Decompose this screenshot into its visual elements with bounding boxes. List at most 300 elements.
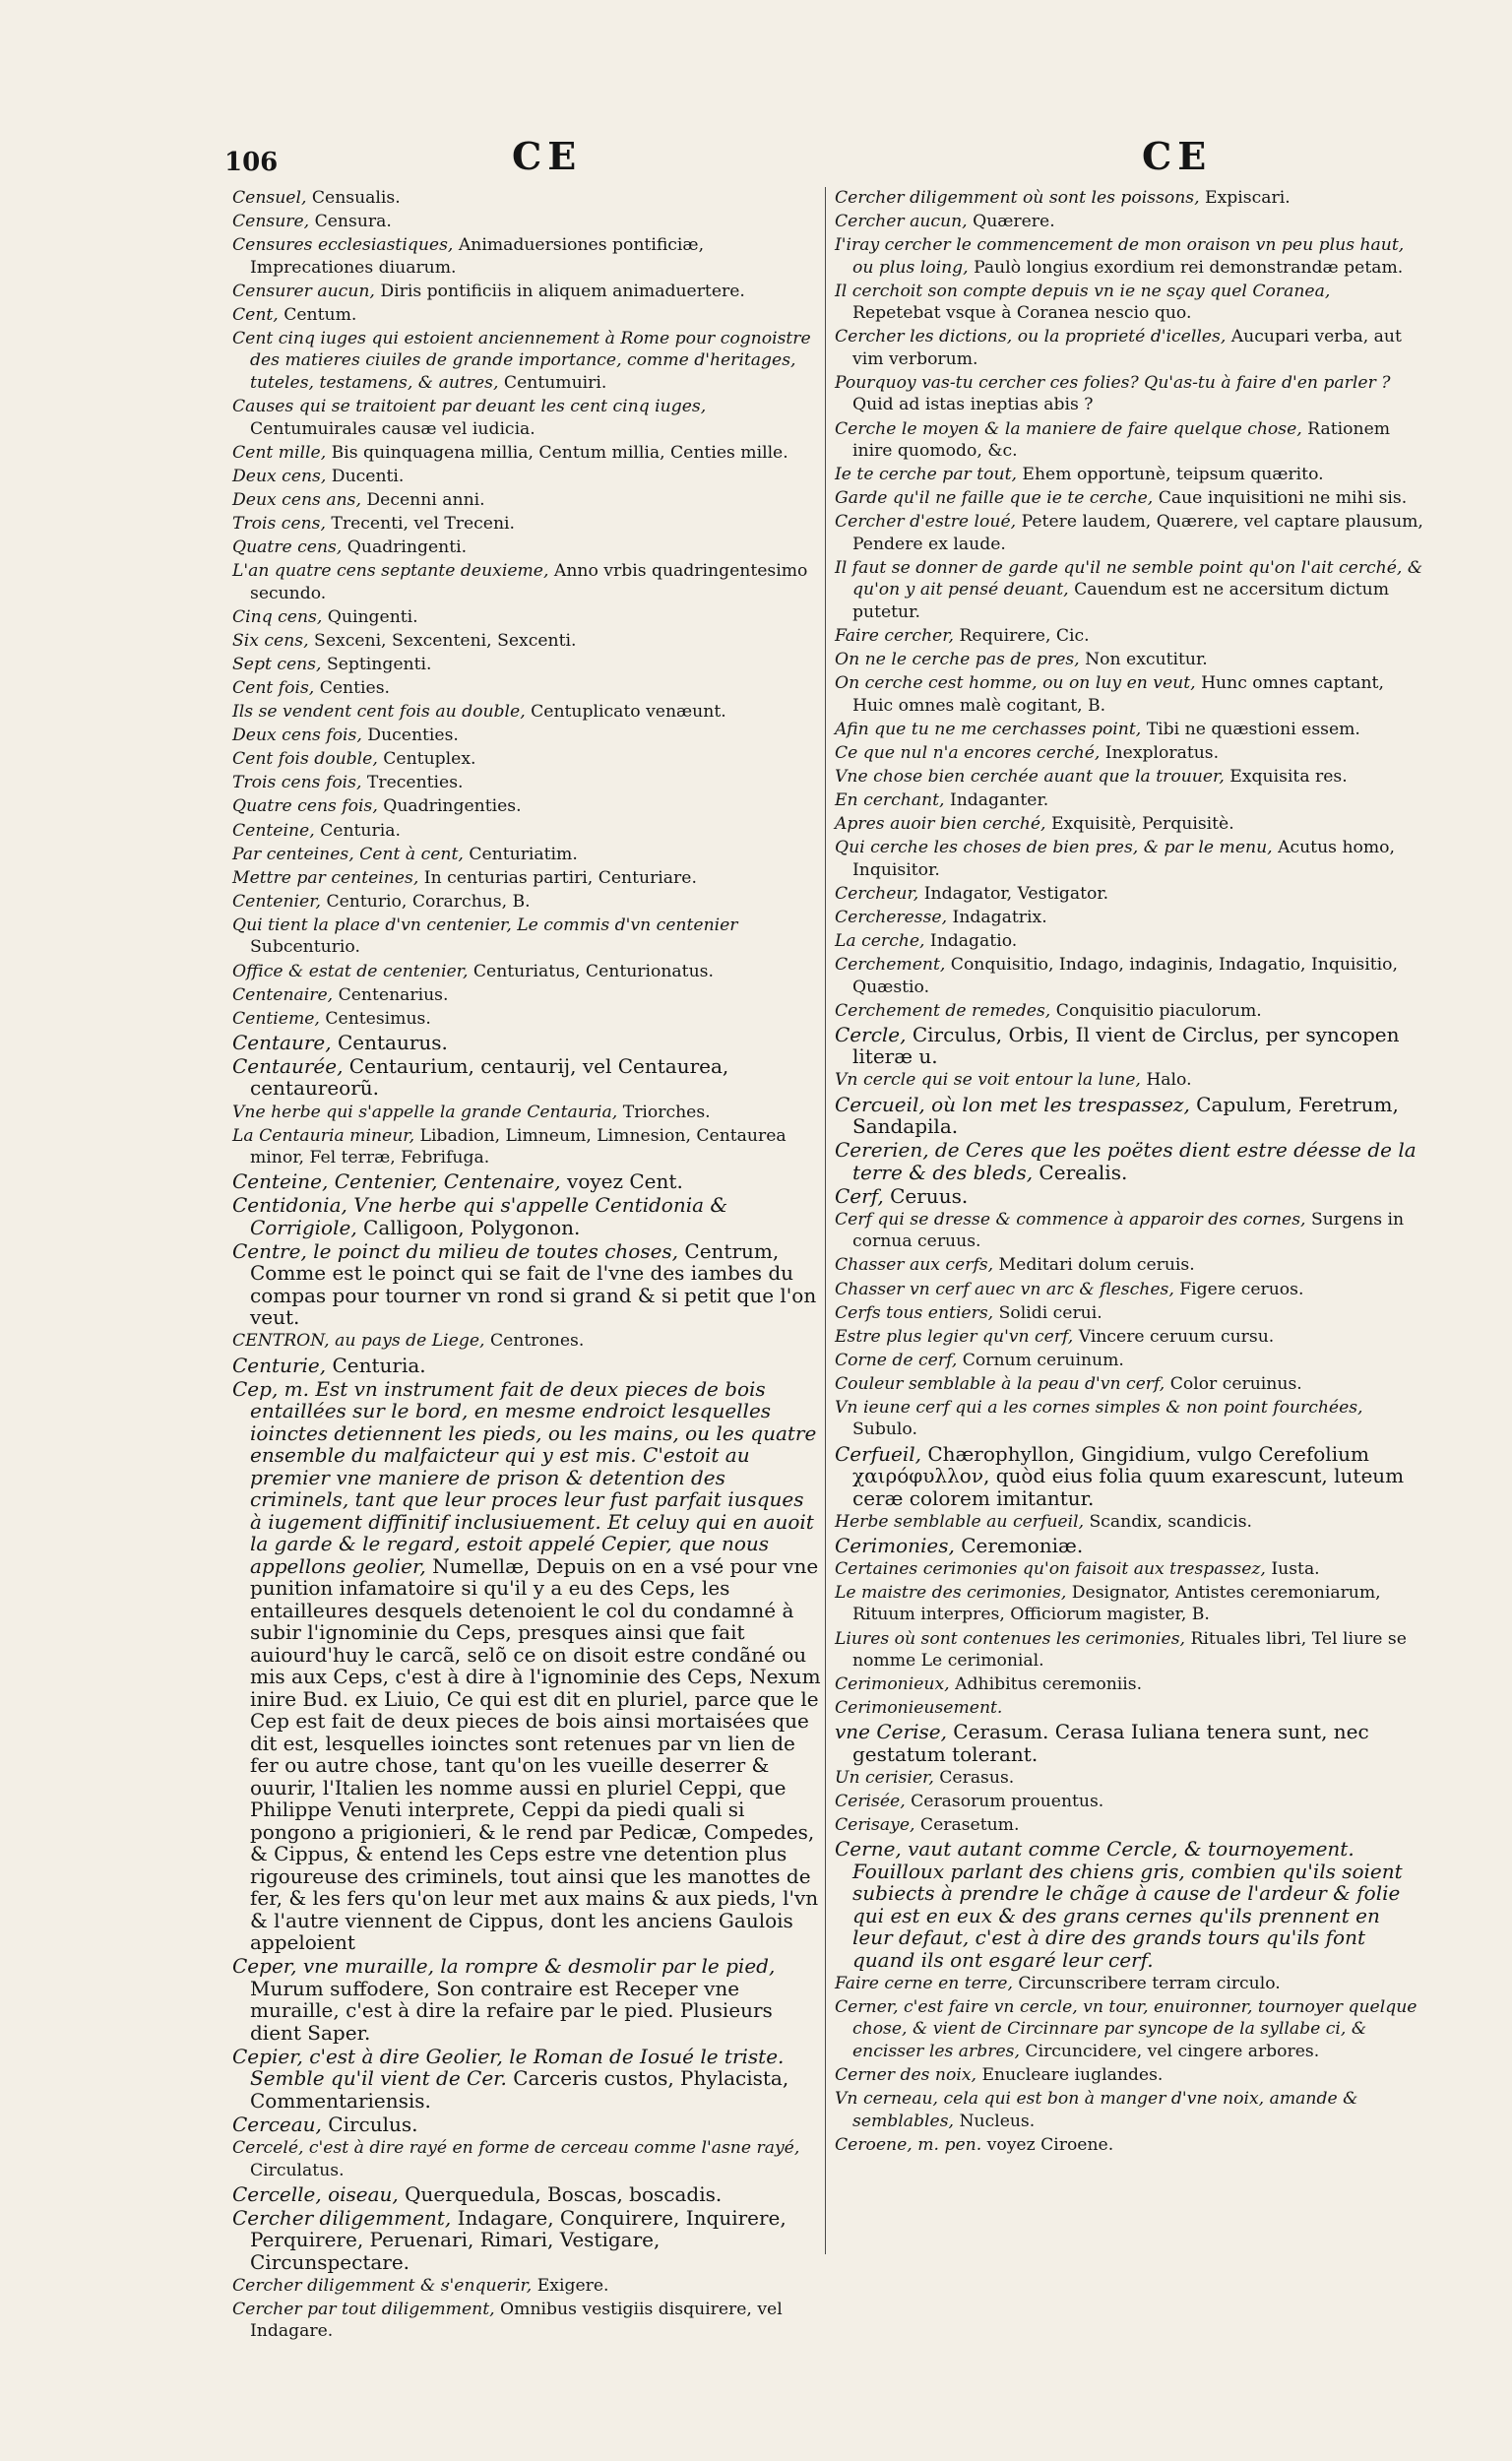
dictionary-entry bbox=[835, 1791, 1423, 1813]
entry-definition: Exquisita res. bbox=[1224, 767, 1348, 787]
entry-definition: Ceruus. bbox=[883, 1183, 969, 1208]
dictionary-entry bbox=[835, 1024, 1423, 1068]
entry-definition: Cerasorum prouentus. bbox=[905, 1792, 1104, 1811]
entry-headword: Pourquoy vas-tu cercher ces folies? Qu'as-tu à faire d'en parler ? bbox=[835, 372, 1391, 393]
dictionary-entry bbox=[232, 442, 821, 465]
dictionary-entry bbox=[835, 1209, 1423, 1253]
dictionary-entry bbox=[232, 536, 821, 559]
entry-headword: Ceper, vne muraille, la rompre & desmolir par le pied, bbox=[232, 1954, 776, 1979]
page-number: 106 bbox=[224, 148, 279, 177]
dictionary-entry bbox=[232, 701, 821, 724]
entry-headword: Afin que tu ne me cerchasses point, bbox=[835, 719, 1142, 739]
dictionary-entry bbox=[232, 630, 821, 653]
dictionary-entry bbox=[835, 1443, 1423, 1510]
entry-headword: Censures ecclesiastiques, bbox=[232, 235, 454, 256]
entry-definition: Quadringenti. bbox=[342, 537, 468, 558]
dictionary-entry bbox=[232, 2137, 821, 2181]
entry-definition: Iusta. bbox=[1265, 1558, 1320, 1579]
entry-headword: Sept cens, bbox=[232, 654, 322, 674]
dictionary-entry bbox=[232, 1355, 821, 1377]
entry-headword: Cercher d'estre loué, bbox=[835, 512, 1017, 533]
dictionary-entry bbox=[232, 654, 821, 676]
dictionary-entry bbox=[835, 1069, 1423, 1092]
entry-headword: Ce que nul n'a encores cerché, bbox=[835, 742, 1101, 763]
entry-definition: Decenni anni. bbox=[360, 489, 485, 510]
entry-definition: Color ceruinus. bbox=[1165, 1373, 1302, 1394]
entry-definition: Ceremoniæ. bbox=[954, 1533, 1084, 1557]
entry-headword: Cerchement, bbox=[835, 955, 946, 976]
entry-headword: Cercher diligemment & s'enquerir, bbox=[232, 2275, 533, 2296]
entry-definition: Expiscari. bbox=[1199, 188, 1291, 208]
entry-definition: Repetebat vsque à Coranea nescio quo. bbox=[852, 303, 1192, 324]
dictionary-entry bbox=[835, 1721, 1423, 1765]
entry-definition: Indaganter. bbox=[944, 790, 1049, 811]
dictionary-entry bbox=[835, 187, 1423, 210]
entry-headword: Par centeines, Cent à cent, bbox=[232, 844, 464, 864]
dictionary-entry bbox=[835, 1673, 1423, 1696]
dictionary-entry bbox=[835, 1000, 1423, 1023]
entry-definition: voyez Cent. bbox=[560, 1169, 683, 1194]
entry-definition: Centuria. bbox=[326, 1353, 426, 1377]
entry-headword: Qui tient la place d'vn centenier, Le commis d'vn centenier bbox=[232, 915, 738, 935]
entry-headword: Ceroene, m. pen. bbox=[835, 2134, 982, 2155]
entry-headword: En cerchant, bbox=[835, 790, 945, 811]
dictionary-entry bbox=[835, 1628, 1423, 1672]
entry-definition: Ducenti. bbox=[326, 466, 405, 486]
entry-headword: Cercher par tout diligemment, bbox=[232, 2299, 495, 2319]
dictionary-entry bbox=[835, 813, 1423, 836]
entry-headword: Couleur semblable à la peau d'vn cerf, bbox=[835, 1373, 1166, 1394]
entry-headword: Cerimonies, bbox=[835, 1533, 955, 1557]
entry-headword: Cercher aucun, bbox=[835, 212, 968, 232]
dictionary-entry bbox=[835, 649, 1423, 671]
entry-headword: Trois cens, bbox=[232, 513, 326, 534]
entry-headword: Cerf, bbox=[835, 1183, 884, 1208]
dictionary-entry bbox=[835, 1973, 1423, 1995]
entry-headword: Vn ieune cerf qui a les cornes simples & non point fourchées, bbox=[835, 1397, 1363, 1418]
entry-definition: Querquedula, Boscas, boscadis. bbox=[398, 2181, 723, 2206]
entry-definition: Centaurus. bbox=[331, 1030, 448, 1054]
entry-headword: Deux cens ans, bbox=[232, 489, 361, 510]
entry-definition: Cerasum. Cerasa Iuliana tenera sunt, nec gestatum tolerant. bbox=[852, 1720, 1369, 1766]
entry-headword: On cerche cest homme, ou on luy en veut, bbox=[835, 673, 1196, 694]
entry-headword: Six cens, bbox=[232, 630, 309, 651]
entry-definition: Centesimus. bbox=[319, 1008, 431, 1029]
entry-definition: Cerealis. bbox=[1033, 1160, 1128, 1184]
entry-definition: Cauendum est ne accersitum dictum putetur. bbox=[852, 580, 1390, 622]
dictionary-entry bbox=[835, 930, 1423, 953]
entry-headword: Censure, bbox=[232, 212, 310, 232]
entry-headword: Cercelé, c'est à dire rayé en forme de cerceau comme l'asne rayé, bbox=[232, 2138, 800, 2159]
entry-definition: Centuplex. bbox=[377, 749, 476, 770]
entry-headword: vne Cerise, bbox=[835, 1720, 947, 1744]
entry-definition: Indagatrix. bbox=[947, 907, 1047, 927]
dictionary-entry bbox=[232, 1170, 821, 1193]
dictionary-entry bbox=[232, 1055, 821, 1100]
entry-definition: Acutus homo, Inquisitor. bbox=[852, 838, 1395, 880]
dictionary-entry bbox=[232, 466, 821, 488]
entry-headword: I'iray cercher le commencement de mon oraison vn peu plus haut, ou plus loing, bbox=[835, 235, 1405, 278]
entry-headword: Chasser vn cerf auec vn arc & flesches, bbox=[835, 1279, 1174, 1299]
dictionary-entry bbox=[232, 606, 821, 629]
entry-definition: Chærophyllon, Gingidium, vulgo Cerefolium χαιρόφυλλον, quòd eius folia quum exarescunt, luteum ceræ colorem imitantur. bbox=[852, 1441, 1405, 1510]
dictionary-entry bbox=[232, 2114, 821, 2136]
entry-headword: Office & estat de centenier, bbox=[232, 961, 469, 981]
dictionary-entry bbox=[232, 961, 821, 983]
dictionary-entry bbox=[835, 1814, 1423, 1837]
dictionary-entry bbox=[835, 766, 1423, 789]
dictionary-entry bbox=[232, 211, 821, 233]
entry-headword: Cercueil, où lon met les trespassez, bbox=[835, 1092, 1190, 1116]
entry-headword: CENTRON, au pays de Liege, bbox=[232, 1331, 485, 1352]
entry-definition: Quadringenties. bbox=[377, 796, 522, 817]
entry-definition: Centurio, Corarchus, B. bbox=[321, 891, 531, 912]
entry-headword: La cerche, bbox=[835, 931, 925, 952]
entry-headword: Centenier, bbox=[232, 891, 321, 912]
entry-headword: Vn cercle qui se voit entour la lune, bbox=[835, 1070, 1141, 1091]
entry-definition: Numellæ, Depuis on en a vsé pour vne punition infamatoire si qu'il y a eu des Ceps, les entailleures desquels detenoient le col du condamné à subir l'ignominie du Ceps, presques ainsi que fait auiourd'huy le carcã, selõ ce on disoit estre condãné ou mis aux Ceps, c'est à dire à l'ignominie des Ceps, Nexum inire Bud. ex Liuio, Ce qui est dit en pluriel, parce que le Cep est fait de deux pieces de bois ainsi mortaisées que dit est, lesquelles ioinctes sont retenues par vn lien de fer ou autre chose, tant qu'on les vueille deserrer & ouurir, l'Italien les nomme aussi en pluriel Ceppi, que Philippe Venuti interprete, Ceppi da piedi quali si pongono a prigionieri, & le rend par Pedicæ, Compedes, & Cippus, & entend les Ceps estre vne detention plus rigoureuse des criminels, tout ainsi que les manottes de fer, & les fers qu'on leur met aux mains & aux pieds, l'vn & l'autre viennent de Cippus, dont les anciens Gaulois appeloient bbox=[250, 1553, 821, 1955]
entry-definition: Aucupari verba, aut vim verborum. bbox=[852, 327, 1402, 369]
dictionary-entry bbox=[835, 907, 1423, 929]
entry-definition: Petere laudem, Quærere, vel captare plausum, Pendere ex laude. bbox=[852, 512, 1423, 554]
dictionary-entry bbox=[835, 372, 1423, 416]
dictionary-entry bbox=[835, 1373, 1423, 1396]
dictionary-entry bbox=[835, 2064, 1423, 2087]
entry-definition: Centumuiri. bbox=[498, 372, 607, 393]
entry-headword: Cepier, c'est à dire Geolier, le Roman de Iosué le triste. Semble qu'il vient de Cer. bbox=[232, 2044, 785, 2091]
dictionary-entry bbox=[835, 326, 1423, 370]
entry-headword: Cerceau, bbox=[232, 2112, 322, 2136]
entry-headword: Ie te cerche par tout, bbox=[835, 465, 1017, 485]
entry-headword: Estre plus legier qu'vn cerf, bbox=[835, 1326, 1074, 1347]
entry-headword: Cercher diligemment, bbox=[232, 2205, 452, 2230]
entry-definition: Paulò longius exordium rei demonstrandæ petam. bbox=[968, 257, 1404, 278]
entry-definition: Centrum, Comme est le poinct qui se fait de l'vne des iambes du compas pour tourner vn rond si grand & si petit que l'on veut. bbox=[250, 1238, 817, 1330]
entry-definition: Bis quinquagena millia, Centum millia, Centies mille. bbox=[326, 442, 788, 463]
dictionary-entry bbox=[835, 1185, 1423, 1208]
entry-definition: Indagatio. bbox=[924, 931, 1018, 952]
dictionary-entry bbox=[232, 328, 821, 395]
entry-headword: L'an quatre cens septante deuxieme, bbox=[232, 561, 549, 582]
entry-definition: Censura. bbox=[309, 212, 392, 232]
dictionary-entry bbox=[232, 560, 821, 604]
entry-definition: Exquisitè, Perquisitè. bbox=[1045, 814, 1234, 835]
dictionary-entry bbox=[835, 1838, 1423, 1971]
dictionary-entry bbox=[835, 1582, 1423, 1626]
dictionary-entry bbox=[835, 557, 1423, 624]
entry-headword: Vn cerneau, cela qui est bon à manger d'vne noix, amande & semblables, bbox=[835, 2089, 1358, 2131]
dictionary-entry bbox=[835, 464, 1423, 486]
dictionary-entry bbox=[232, 915, 821, 959]
dictionary-entry bbox=[835, 1397, 1423, 1441]
dictionary-entry bbox=[232, 795, 821, 818]
entry-definition: Enucleare iuglandes. bbox=[976, 2064, 1164, 2085]
entry-headword: Cerimonieux, bbox=[835, 1674, 950, 1695]
dictionary-entry bbox=[835, 742, 1423, 765]
dictionary-entry bbox=[232, 2046, 821, 2113]
entry-headword: Le maistre des cerimonies, bbox=[835, 1582, 1067, 1603]
dictionary-entry bbox=[835, 211, 1423, 233]
dictionary-entry bbox=[835, 234, 1423, 279]
entry-definition: Murum suffodere, Son contraire est Receper vne muraille, c'est à dire la refaire par le pied. Plusieurs dient Saper. bbox=[250, 1976, 773, 2045]
entry-headword: Cent, bbox=[232, 304, 279, 325]
entry-headword: Liures où sont contenues les cerimonies, bbox=[835, 1628, 1185, 1649]
entry-definition: Circuncidere, vel cingere arbores. bbox=[1019, 2041, 1320, 2061]
entry-headword: Cep, m. Est vn instrument fait de deux pieces de bois entaillées sur le bord, en mesme endroict lesquelles ioinctes detiennent les pieds, ou les mains, ou les quatre ensemble du malfaicteur qui y est mis. C'estoit au premier vne maniere de prison & detention des criminels, tant que leur proces leur fust parfait iusques à iugement diffinitif inclusiuement. Et celuy qui en auoit la garde & le regard, estoit appelé Cepier, que nous appellons geolier, bbox=[232, 1376, 817, 1578]
entry-headword: Ils se vendent cent fois au double, bbox=[232, 702, 526, 723]
dictionary-entry bbox=[232, 2183, 821, 2206]
running-head-left: CE bbox=[512, 134, 583, 178]
dictionary-entry bbox=[232, 772, 821, 794]
entry-definition: Carceris custos, Phylacista, Commentariensis. bbox=[250, 2066, 789, 2113]
dictionary-entry bbox=[835, 2134, 1423, 2157]
dictionary-entry bbox=[835, 1697, 1423, 1720]
entry-headword: Cinq cens, bbox=[232, 606, 323, 627]
entry-headword: Cent fois double, bbox=[232, 749, 378, 770]
entry-definition: Adhibitus ceremoniis. bbox=[949, 1674, 1143, 1695]
entry-headword: Cent fois, bbox=[232, 678, 315, 698]
entry-headword: Cent mille, bbox=[232, 442, 327, 463]
entry-definition: Circulatus. bbox=[250, 2160, 345, 2180]
entry-definition: Centies. bbox=[314, 678, 390, 698]
entry-definition: Centuriatim. bbox=[463, 844, 578, 864]
entry-definition: Figere ceruos. bbox=[1173, 1279, 1304, 1299]
dictionary-entry bbox=[232, 281, 821, 303]
dictionary-entry bbox=[835, 281, 1423, 325]
dictionary-entry bbox=[232, 513, 821, 536]
entry-definition: Trecenti, vel Treceni. bbox=[325, 513, 516, 534]
entry-definition: Ehem opportunè, teipsum quærito. bbox=[1016, 465, 1324, 485]
entry-headword: Cercher diligemment où sont les poissons, bbox=[835, 188, 1200, 208]
entry-headword: Un cerisier, bbox=[835, 1767, 934, 1788]
dictionary-entry bbox=[232, 820, 821, 843]
entry-definition: Centuria. bbox=[314, 820, 401, 841]
entry-headword: Corne de cerf, bbox=[835, 1350, 958, 1370]
entry-definition: Conquisitio, Indago, indaginis, Indagatio, Inquisitio, Quæstio. bbox=[852, 955, 1398, 997]
entry-definition: Septingenti. bbox=[321, 654, 432, 674]
dictionary-entry bbox=[232, 2275, 821, 2298]
entry-headword: Faire cerne en terre, bbox=[835, 1973, 1013, 1993]
entry-definition: Quid ad istas ineptias abis ? bbox=[852, 395, 1094, 415]
entry-headword: Cercheur, bbox=[835, 883, 919, 904]
entry-definition: Censualis. bbox=[306, 188, 401, 208]
entry-definition: Circulus. bbox=[321, 2112, 418, 2136]
dictionary-entry bbox=[232, 1378, 821, 1954]
dictionary-entry bbox=[232, 748, 821, 771]
dictionary-entry bbox=[835, 1279, 1423, 1301]
entry-headword: Cerfueil, bbox=[835, 1441, 921, 1466]
entry-definition: Indagator, Vestigator. bbox=[918, 883, 1109, 904]
column-divider bbox=[825, 187, 826, 2254]
entry-headword: Cerche le moyen & la maniere de faire quelque chose, bbox=[835, 418, 1302, 439]
entry-definition: Requirere, Cic. bbox=[954, 626, 1090, 647]
entry-definition: Nucleus. bbox=[954, 2111, 1036, 2131]
dictionary-entry bbox=[232, 891, 821, 914]
entry-headword: Cent cinq iuges qui estoient anciennement à Rome pour cognoistre des matieres ciuiles de grande importance, comme d'heritages, tuteles, testamens, & autres, bbox=[232, 328, 811, 393]
entry-headword: Cerne, vaut autant comme Cercle, & tournoyement. Fouilloux parlant des chiens gris, combien qu'ils soient subiects à prendre le chãge à cause de l'ardeur & folie qui est en eux & des grans cernes qu'ils prennent en leur defaut, c'est à dire des grands tours qu'ils font quand ils ont esgaré leur cerf. bbox=[835, 1837, 1403, 1972]
entry-headword: Cercheresse, bbox=[835, 907, 948, 927]
entry-headword: Cercelle, oiseau, bbox=[232, 2181, 399, 2206]
dictionary-entry bbox=[835, 2088, 1423, 2132]
entry-headword: Cerchement de remedes, bbox=[835, 1000, 1051, 1021]
entry-definition: Centumuirales causæ vel iudicia. bbox=[250, 418, 536, 439]
dictionary-entry bbox=[835, 418, 1423, 463]
entry-headword: Centurie, bbox=[232, 1353, 327, 1377]
entry-definition: Circulus, Orbis, Il vient de Circlus, per syncopen literæ u. bbox=[852, 1022, 1400, 1069]
entry-headword: Il faut se donner de garde qu'il ne semble point qu'on l'ait cerché, & qu'on y ait pensé deuant, bbox=[835, 557, 1423, 600]
dictionary-entry bbox=[835, 1511, 1423, 1534]
dictionary-entry bbox=[232, 304, 821, 327]
entry-definition: Conquisitio piaculorum. bbox=[1050, 1000, 1262, 1021]
entry-headword: Centieme, bbox=[232, 1008, 320, 1029]
dictionary-entry bbox=[232, 1125, 821, 1169]
entry-headword: Faire cercher, bbox=[835, 626, 955, 647]
entry-definition: Halo. bbox=[1140, 1070, 1192, 1091]
entry-definition: Scandix, scandicis. bbox=[1084, 1511, 1253, 1532]
dictionary-entry bbox=[232, 1955, 821, 2044]
dictionary-entry bbox=[835, 1535, 1423, 1557]
dictionary-entry bbox=[835, 511, 1423, 555]
dictionary-entry bbox=[835, 1350, 1423, 1372]
entry-definition: Trecenties. bbox=[361, 773, 464, 793]
entry-definition: Libadion, Limneum, Limnesion, Centaurea minor, Fel terræ, Febrifuga. bbox=[250, 1125, 787, 1168]
dictionary-entry bbox=[835, 1996, 1423, 2063]
entry-headword: Cercher les dictions, ou la proprieté d'icelles, bbox=[835, 327, 1227, 347]
entry-definition: Quærere. bbox=[967, 212, 1055, 232]
entry-definition: Exigere. bbox=[532, 2275, 609, 2296]
entry-definition: Meditari dolum ceruis. bbox=[993, 1255, 1195, 1276]
entry-headword: Cerner, c'est faire vn cercle, vn tour, enuironner, tournoyer quelque chose, & vient de Circinnare par syncope de la syllabe ci, & encisser les arbres, bbox=[835, 1996, 1418, 2061]
dictionary-entry bbox=[835, 1094, 1423, 1138]
entry-headword: Centeine, Centenier, Centenaire, bbox=[232, 1169, 561, 1194]
entry-definition: Sexceni, Sexcenteni, Sexcenti. bbox=[308, 630, 577, 651]
entry-headword: Cerimonieusement. bbox=[835, 1698, 1003, 1719]
entry-definition: Cerasus. bbox=[933, 1767, 1015, 1788]
entry-definition: Capulum, Feretrum, Sandapila. bbox=[852, 1092, 1399, 1139]
dictionary-entry bbox=[835, 625, 1423, 648]
dictionary-entry bbox=[232, 1008, 821, 1031]
dictionary-entry bbox=[835, 719, 1423, 741]
left-column bbox=[232, 187, 821, 2345]
entry-headword: Cercle, bbox=[835, 1022, 907, 1046]
dictionary-entry bbox=[835, 883, 1423, 906]
entry-headword: Censuel, bbox=[232, 188, 307, 208]
entry-headword: Centeine, bbox=[232, 820, 315, 841]
entry-definition: Anno vrbis quadringentesimo secundo. bbox=[250, 561, 808, 603]
dictionary-entry bbox=[232, 867, 821, 890]
entry-headword: Censurer aucun, bbox=[232, 281, 375, 301]
entry-headword: Cerf qui se dresse & commence à apparoir des cornes, bbox=[835, 1209, 1306, 1230]
entry-definition: Cornum ceruinum. bbox=[957, 1350, 1124, 1370]
dictionary-entry bbox=[232, 2299, 821, 2343]
dictionary-entry bbox=[232, 1194, 821, 1238]
entry-definition: Centaurium, centaurij, vel Centaurea, centaureorũ. bbox=[250, 1053, 729, 1101]
entry-definition: Designator, Antistes ceremoniarum, Rituum interpres, Officiorum magister, B. bbox=[852, 1582, 1381, 1625]
dictionary-entry bbox=[232, 984, 821, 1007]
entry-definition: Triorches. bbox=[617, 1102, 711, 1122]
entry-headword: Cerisée, bbox=[835, 1792, 906, 1811]
entry-definition: Subcenturio. bbox=[250, 937, 360, 958]
entry-headword: Cerner des noix, bbox=[835, 2064, 976, 2085]
entry-headword: Quatre cens fois, bbox=[232, 796, 378, 817]
entry-definition: Centuriatus, Centurionatus. bbox=[468, 961, 714, 981]
entry-definition: Centrones. bbox=[484, 1331, 585, 1352]
entry-definition: Centenarius. bbox=[333, 984, 449, 1005]
dictionary-entry bbox=[835, 487, 1423, 510]
entry-definition: Animaduersiones pontificiæ, Imprecationes diuarum. bbox=[250, 235, 705, 278]
entry-definition: Vincere ceruum cursu. bbox=[1073, 1326, 1275, 1347]
dictionary-entry bbox=[232, 489, 821, 512]
dictionary-entry bbox=[232, 1240, 821, 1329]
entry-definition: Solidi cerui. bbox=[993, 1302, 1102, 1323]
entry-headword: Centidonia, Vne herbe qui s'appelle Centidonia & Corrigiole, bbox=[232, 1193, 728, 1239]
dictionary-entry bbox=[232, 725, 821, 747]
entry-headword: Mettre par centeines, bbox=[232, 867, 419, 888]
entry-headword: Causes qui se traitoient par deuant les cent cinq iuges, bbox=[232, 397, 707, 417]
entry-definition: Calligoon, Polygonon. bbox=[356, 1215, 581, 1239]
entry-headword: Vne chose bien cerchée auant que la trouuer, bbox=[835, 767, 1225, 787]
entry-definition: Caue inquisitioni ne mihi sis. bbox=[1153, 488, 1408, 509]
entry-definition: Quingenti. bbox=[322, 606, 418, 627]
entry-headword: Deux cens fois, bbox=[232, 726, 362, 746]
entry-definition: Inexploratus. bbox=[1100, 742, 1220, 763]
entry-headword: On ne le cerche pas de pres, bbox=[835, 650, 1080, 670]
dictionary-entry bbox=[232, 844, 821, 866]
entry-headword: Cererien, de Ceres que les poëtes dient estre déesse de la terre & des bleds, bbox=[835, 1138, 1417, 1184]
dictionary-entry bbox=[232, 234, 821, 279]
dictionary-entry bbox=[232, 1032, 821, 1054]
dictionary-entry bbox=[835, 1558, 1423, 1581]
entry-definition: voyez Ciroene. bbox=[981, 2134, 1114, 2155]
dictionary-entry bbox=[835, 1767, 1423, 1790]
entry-definition: Centum. bbox=[278, 304, 357, 325]
entry-headword: Centenaire, bbox=[232, 984, 334, 1005]
entry-headword: Garde qu'il ne faille que ie te cerche, bbox=[835, 488, 1154, 509]
dictionary-entry bbox=[232, 1102, 821, 1124]
entry-headword: Cerfs tous entiers, bbox=[835, 1302, 994, 1323]
dictionary-entry bbox=[835, 837, 1423, 881]
entry-definition: Surgens in cornua ceruus. bbox=[852, 1209, 1405, 1252]
dictionary-entry bbox=[232, 1330, 821, 1353]
right-column bbox=[835, 187, 1423, 2158]
entry-definition: Centuplicato venæunt. bbox=[525, 702, 726, 723]
dictionary-entry bbox=[835, 672, 1423, 717]
entry-headword: Apres auoir bien cerché, bbox=[835, 814, 1046, 835]
dictionary-entry bbox=[835, 1302, 1423, 1325]
entry-headword: Trois cens fois, bbox=[232, 773, 362, 793]
entry-headword: Deux cens, bbox=[232, 466, 327, 486]
entry-definition: Diris pontificiis in aliquem animaduertere. bbox=[374, 281, 745, 301]
entry-definition: Subulo. bbox=[852, 1420, 917, 1440]
entry-headword: Quatre cens, bbox=[232, 537, 343, 558]
entry-definition: Ducenties. bbox=[361, 726, 459, 746]
entry-definition: Omnibus vestigiis disquirere, vel Indagare. bbox=[250, 2299, 783, 2342]
dictionary-entry bbox=[835, 1254, 1423, 1277]
dictionary-entry bbox=[232, 2207, 821, 2274]
entry-headword: La Centauria mineur, bbox=[232, 1125, 415, 1146]
entry-headword: Qui cerche les choses de bien pres, & par le menu, bbox=[835, 838, 1273, 858]
entry-definition: In centurias partiri, Centuriare. bbox=[418, 867, 697, 888]
entry-definition: Rituales libri, Tel liure se nomme Le cerimonial. bbox=[852, 1628, 1407, 1672]
dictionary-entry bbox=[232, 396, 821, 440]
entry-definition: Tibi ne quæstioni essem. bbox=[1141, 719, 1360, 739]
dictionary-entry bbox=[835, 954, 1423, 998]
entry-definition: Circunscribere terram circulo. bbox=[1012, 1973, 1281, 1993]
entry-headword: Il cerchoit son compte depuis vn ie ne sçay quel Coranea, bbox=[835, 281, 1331, 301]
dictionary-entry bbox=[835, 789, 1423, 812]
dictionary-entry bbox=[232, 677, 821, 700]
entry-headword: Centaurée, bbox=[232, 1053, 344, 1078]
